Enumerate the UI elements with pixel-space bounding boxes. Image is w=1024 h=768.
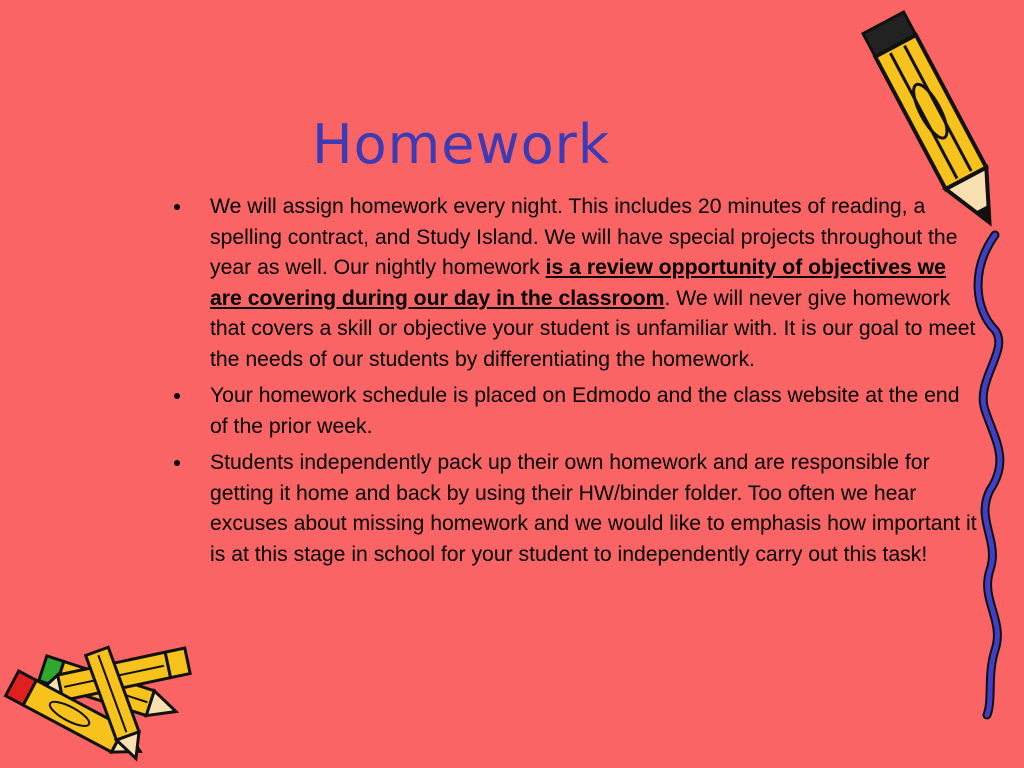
bullet-text: Students independently pack up their own homework and are responsible for getting it home and back by using their HW/binder folder. Too often we hear excuses about missing homework and we would like to emphasis how important it is at this stage in school for your student to independently carry out this task! <box>210 451 977 566</box>
bullet-emphasis: is a review opportunity of objectives we are covering during our day in the classroom <box>210 256 946 310</box>
bullet-dot-icon <box>174 460 180 466</box>
bullet-item <box>168 381 978 442</box>
bullet-list <box>168 192 978 576</box>
bullet-text: . We will never give homework that covers a skill or objective your student is unfamiliar with. It is our goal to meet the needs of our students by differentiating the homework. <box>210 286 976 371</box>
pencil-bundle-icon <box>0 618 205 763</box>
bullet-item <box>168 448 978 570</box>
slide-title: Homework <box>312 113 611 176</box>
bullet-text: We will assign homework every night. This includes 20 minutes of reading, a spelling contract, and Study Island. We will have special projects throughout the year as well. Our nightly homework <box>210 195 958 279</box>
bullet-dot-icon <box>174 393 180 399</box>
bullet-dot-icon <box>174 204 180 210</box>
bullet-item <box>168 192 978 375</box>
bullet-text: Your homework schedule is placed on Edmodo and the class website at the end of the prior week. <box>210 384 960 438</box>
